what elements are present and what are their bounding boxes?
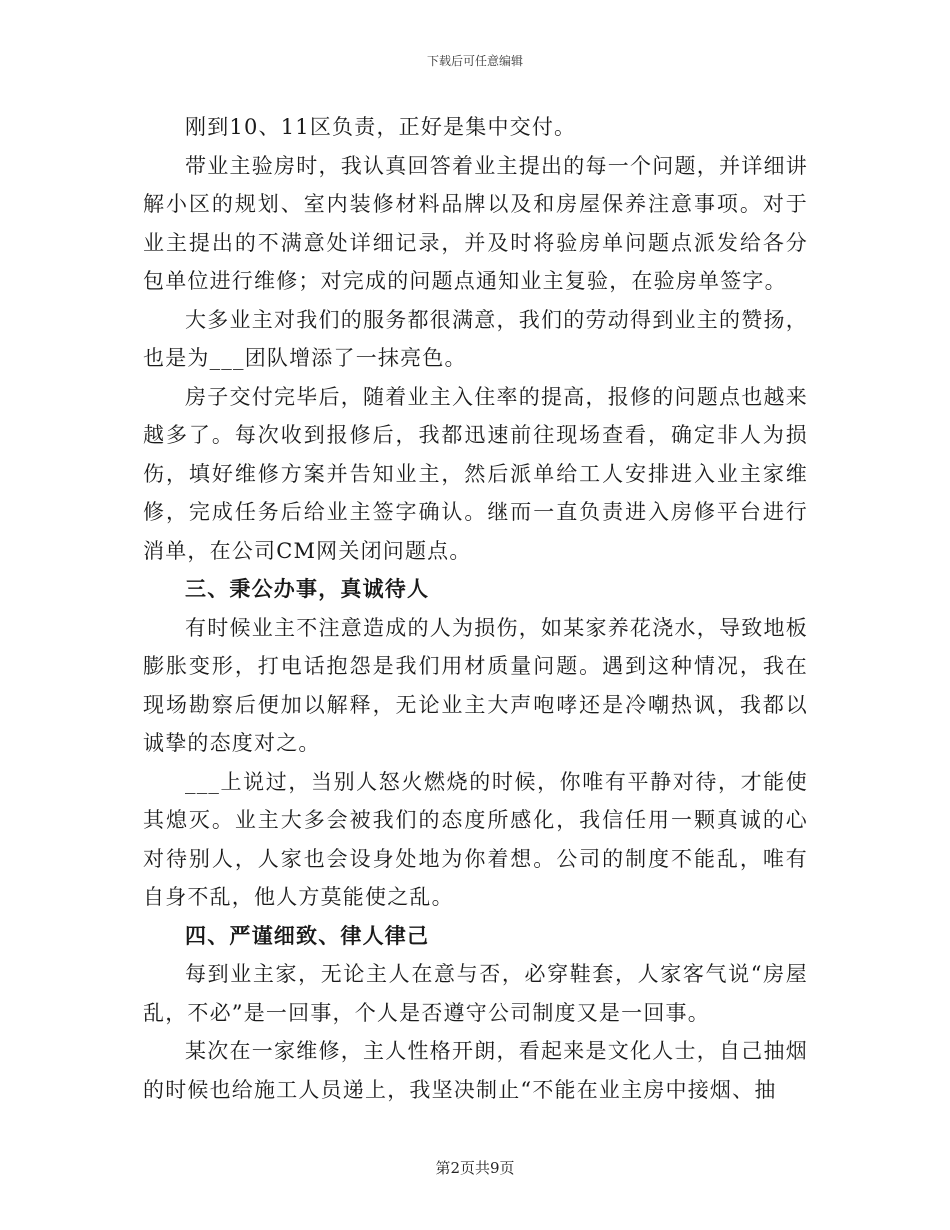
section-heading: 四、严谨细致、律人律己 [185, 922, 430, 948]
document-body [143, 108, 808, 1109]
paragraph: 房子交付完毕后，随着业主入住率的提高，报修的问题点也越来越多了。每次收到报修后，我都迅速前往现场查看，确定非人为损伤，填好维修方案并告知业主，然后派单给工人安排进入业主家维修，完成任务后给业主签字确认。继而一直负责进入房修平台进行消单，在公司CM网关闭问题点。 [143, 384, 808, 563]
paragraph: 大多业主对我们的服务都很满意，我们的劳动得到业主的赞扬，也是为___团队增添了一抹亮色。 [143, 307, 808, 370]
page-header: 下载后可任意编辑 [426, 54, 523, 68]
paragraph: 刚到10、11区负责，正好是集中交付。 [185, 115, 577, 139]
paragraph: 有时候业主不注意造成的人为损伤，如某家养花浇水，导致地板膨胀变形，打电话抱怨是我们用材质量问题。遇到这种情况，我在现场勘察后便加以解释，无论业主大声咆哮还是冷嘲热讽，我都以诚挚的态度对之。 [143, 615, 808, 755]
paragraph: 每到业主家，无论主人在意与否，必穿鞋套，人家客气说“房屋乱，不必”是一回事，个人是否遵守公司制度又是一回事。 [143, 962, 808, 1025]
paragraph: 某次在一家维修，主人性格开朗，看起来是文化人士，自己抽烟的时候也给施工人员递上，我坚决制止“不能在业主房中接烟、抽 [143, 1039, 808, 1102]
paragraph: ___上说过，当别人怒火燃烧的时候，你唯有平静对待，才能使其熄灭。业主大多会被我们的态度所感化，我信任用一颗真诚的心对待别人，人家也会设身处地为你着想。公司的制度不能乱，唯有自身不乱，他人方莫能使之乱。 [143, 769, 808, 909]
paragraph: 带业主验房时，我认真回答着业主提出的每一个问题，并详细讲解小区的规划、室内装修材料品牌以及和房屋保养注意事项。对于业主提出的不满意处详细记录，并及时将验房单问题点派发给各分包单位进行维修；对完成的问题点通知业主复验，在验房单签字。 [143, 153, 808, 293]
section-heading: 三、秉公办事，真诚待人 [185, 576, 430, 601]
page-footer: 第2页共9页 [435, 1159, 515, 1177]
